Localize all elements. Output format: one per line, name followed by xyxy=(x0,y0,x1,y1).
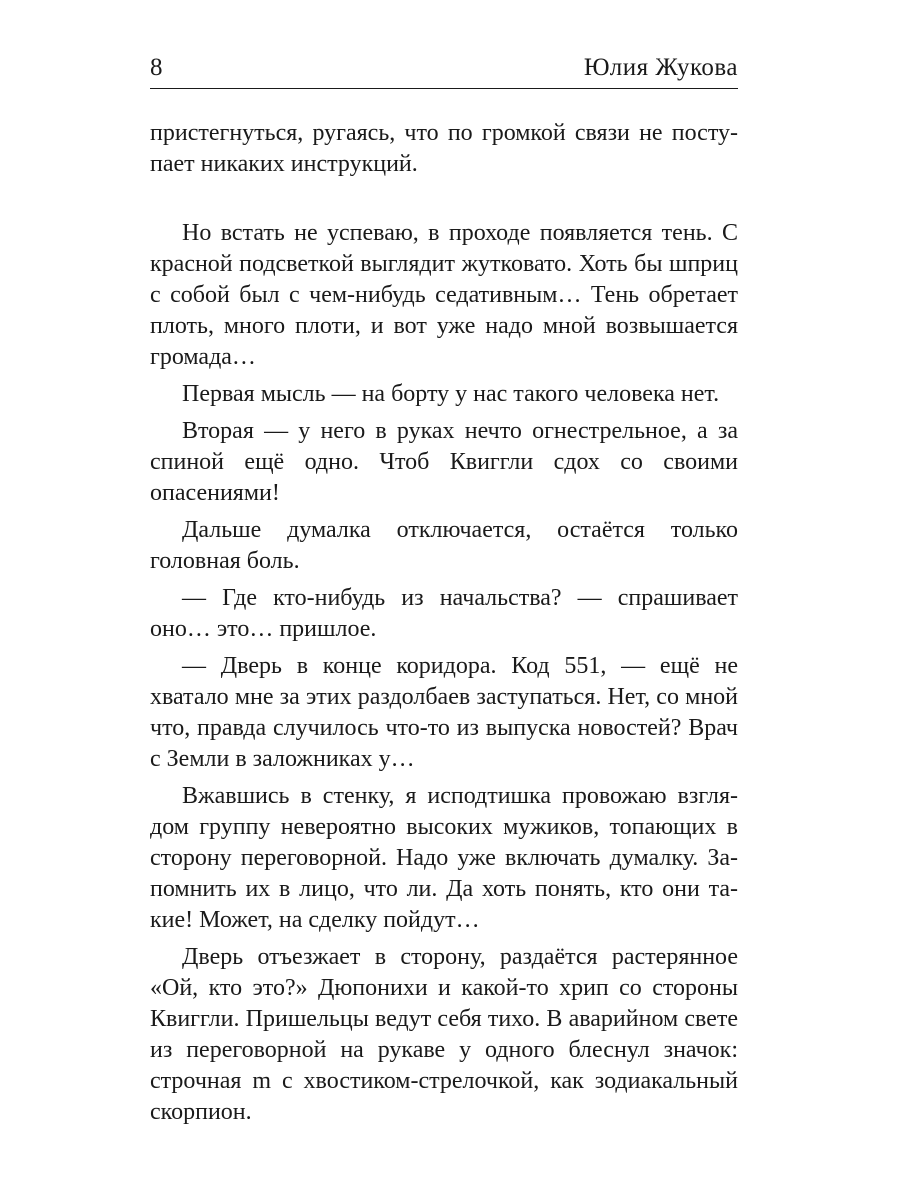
section-break xyxy=(150,180,738,218)
paragraph: Дверь отъезжает в сторону, раздаётся растерянное «Ой, кто это?» Дюпонихи и какой-то хрип со стороны Квиггли. Пришельцы ведут себя тихо. В аварийном свете из переговорной на рукаве у одного блеснул значок: строчная m с хвостиком-стрелочкой, как зодиакальный скорпион. xyxy=(150,944,738,1125)
body-text xyxy=(150,118,738,1134)
paragraph-continued: пристегнуться, ругаясь, что по громкой связи не поступает никаких инструкций. xyxy=(150,120,738,177)
paragraph: Вторая — у него в руках нечто огнестрельное, а за спиной ещё одно. Чтоб Квиггли сдох со своими опасениями! xyxy=(150,418,738,506)
paragraph: Первая мысль — на борту у нас такого человека нет. xyxy=(182,381,720,407)
author-name: Юлия Жукова xyxy=(583,54,738,81)
page-number: 8 xyxy=(150,54,163,81)
running-header xyxy=(150,52,738,89)
dialogue-paragraph: — Где кто-нибудь из начальства? — спрашивает оно… это… пришлое. xyxy=(150,585,738,642)
paragraph: Но встать не успеваю, в проходе появляется тень. С красной подсветкой выглядит жутковато. Хоть бы шприц с собой был с чем-нибудь седативным… Тень обретает плоть, много плоти, и вот уже надо мной возвышается громада… xyxy=(150,220,738,370)
paragraph: Дальше думалка отключается, остаётся только головная боль. xyxy=(150,517,738,574)
paragraph: Вжавшись в стенку, я исподтишка провожаю взглядом группу невероятно высоких мужиков, топающих в сторону переговорной. Надо уже включать думалку. Запомнить их в лицо, что ли. Да хоть понять, кто они такие! Может, на сделку пойдут… xyxy=(150,783,738,933)
dialogue-paragraph: — Дверь в конце коридора. Код 551, — ещё не хватало мне за этих раздолбаев заступаться. Нет, со мной что, правда случилось что-то из выпуска новостей? Врач с Земли в заложниках у… xyxy=(150,653,738,772)
